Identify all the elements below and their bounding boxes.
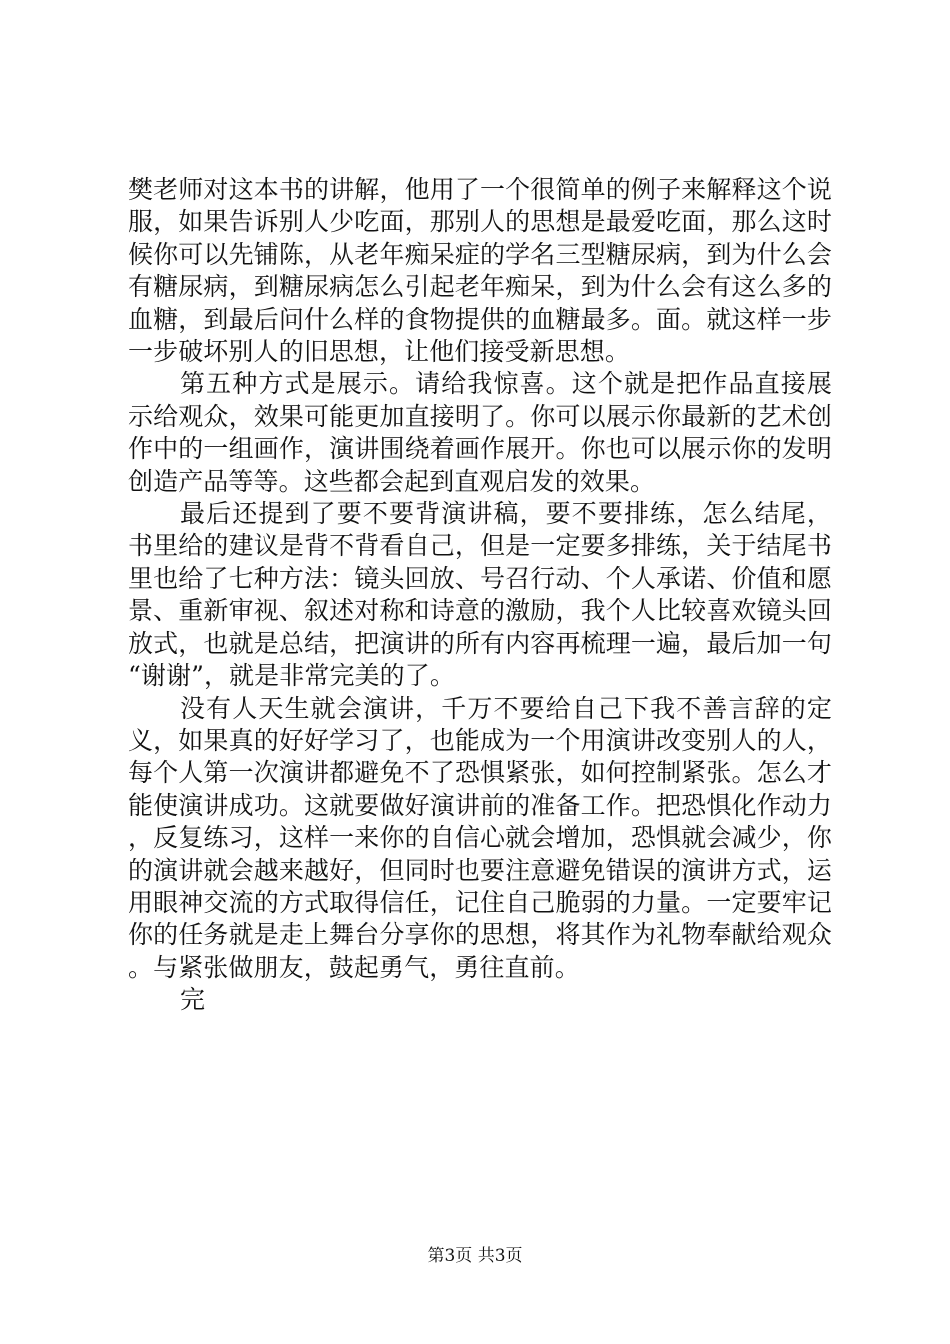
paragraph-end-mark: 完	[180, 985, 206, 1015]
paragraph-1: 樊老师对这本书的讲解，他用了一个很简单的例子来解释这个说服，如果告诉别人少吃面，那别人的思想是最爱吃面，那么这时候你可以先铺陈，从老年痴呆症的学名三型糖尿病，到为什么会有糖尿病，到糖尿病怎么引起老年痴呆，到为什么会有这么多的血糖，到最后问什么样的食物提供的血糖最多。面。就这样一步一步破坏别人的旧思想，让他们接受新思想。	[128, 175, 832, 367]
document-body	[128, 174, 832, 1017]
paragraph-4: 没有人天生就会演讲，千万不要给自己下我不善言辞的定义，如果真的好好学习了，也能成为一个用演讲改变别人的人，每个人第一次演讲都避免不了恐惧紧张，如何控制紧张。怎么才能使演讲成功。这就要做好演讲前的准备工作。把恐惧化作动力，反复练习，这样一来你的自信心就会增加，恐惧就会减少，你的演讲就会越来越好，但同时也要注意避免错误的演讲方式，运用眼神交流的方式取得信任，记住自己脆弱的力量。一定要牢记你的任务就是走上舞台分享你的思想，将其作为礼物奉献给观众。与紧张做朋友，鼓起勇气，勇往直前。	[128, 693, 832, 982]
page-number-footer: 第3页 共3页	[427, 1246, 523, 1266]
paragraph-2: 第五种方式是展示。请给我惊喜。这个就是把作品直接展示给观众，效果可能更加直接明了。你可以展示你最新的艺术创作中的一组画作，演讲围绕着画作展开。你也可以展示你的发明创造产品等等。这些都会起到直观启发的效果。	[128, 369, 832, 496]
paragraph-3: 最后还提到了要不要背演讲稿，要不要排练，怎么结尾，书里给的建议是背不背看自己，但是一定要多排练，关于结尾书里也给了七种方法：镜头回放、号召行动、个人承诺、价值和愿景、重新审视、叙述对称和诗意的激励，我个人比较喜欢镜头回放式，也就是总结，把演讲的所有内容再梳理一遍，最后加一句“谢谢”，就是非常完美的了。	[128, 499, 832, 691]
